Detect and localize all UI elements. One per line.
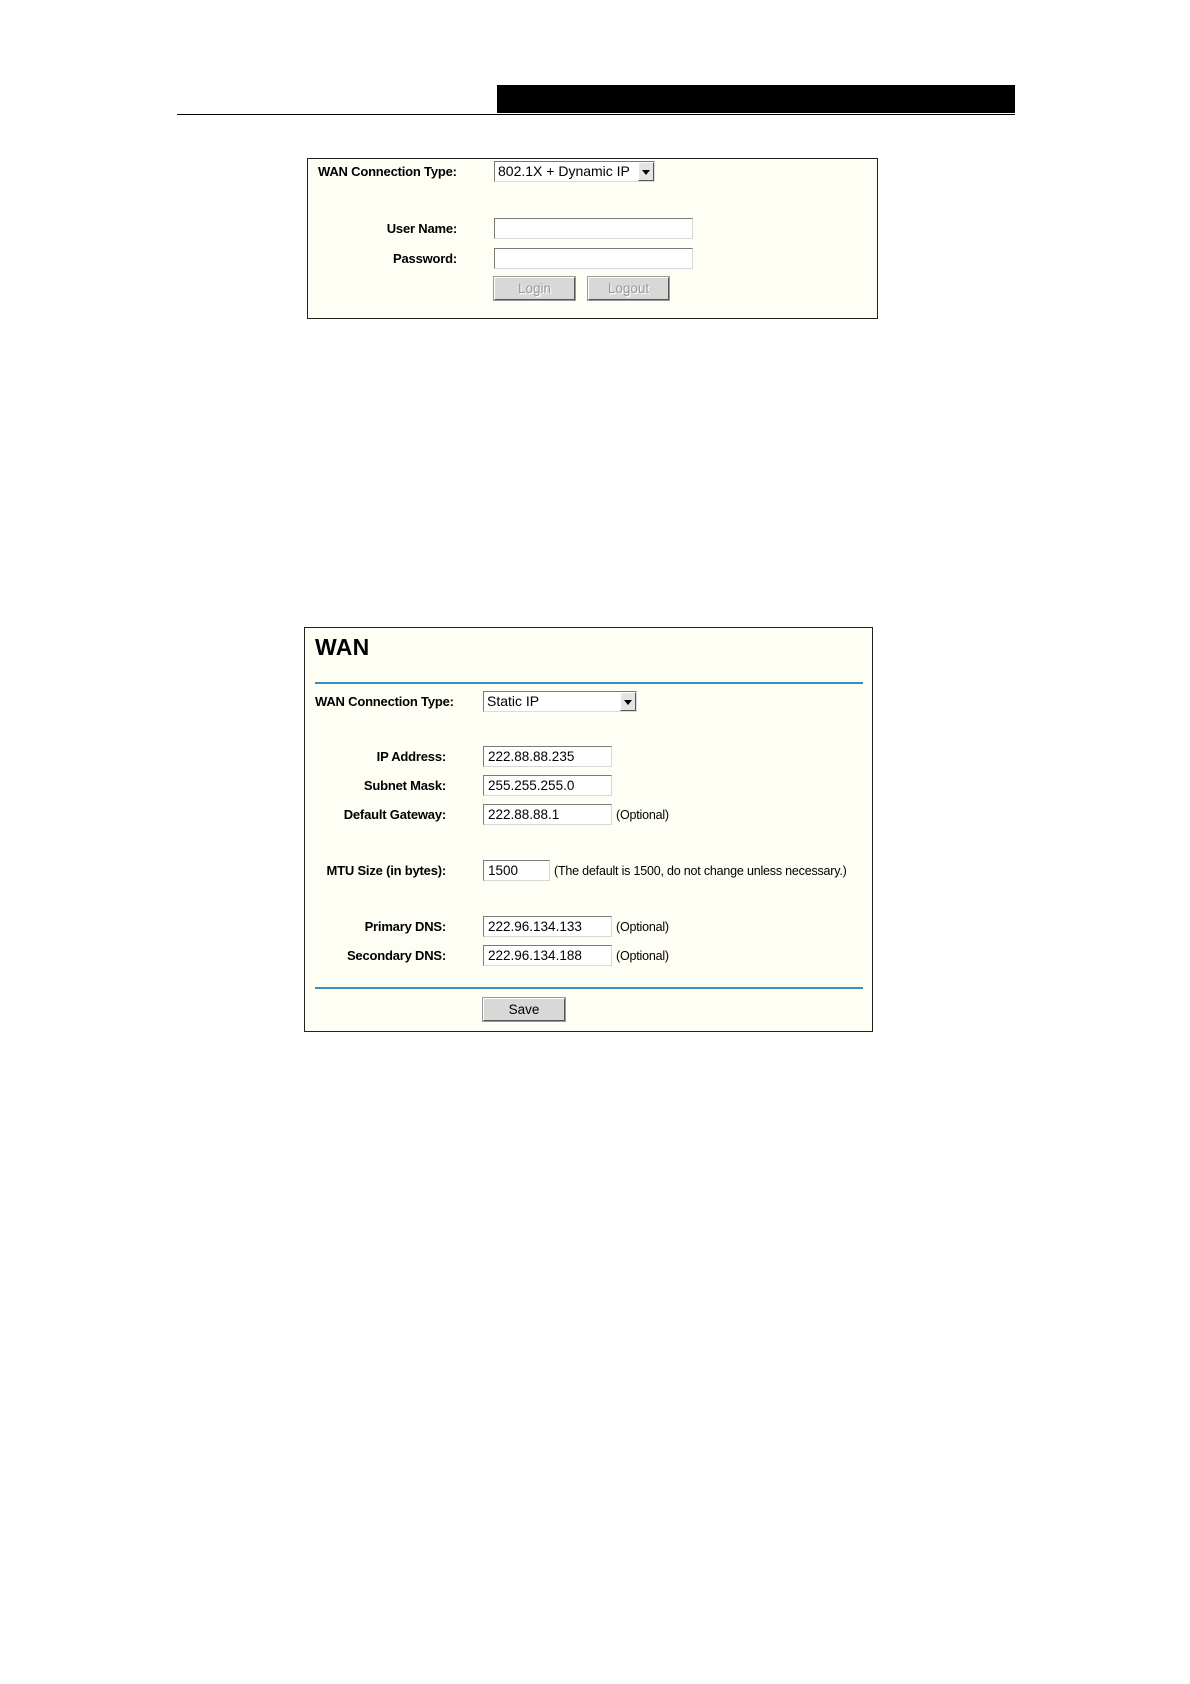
wan-type-label: WAN Connection Type: bbox=[315, 694, 454, 709]
header-bar bbox=[497, 85, 1015, 113]
ip-address-input[interactable]: 222.88.88.235 bbox=[483, 746, 612, 767]
subnet-mask-input[interactable]: 255.255.255.0 bbox=[483, 775, 612, 796]
ip-address-label: IP Address: bbox=[376, 749, 446, 764]
chevron-down-icon[interactable] bbox=[638, 162, 654, 181]
username-input[interactable] bbox=[494, 218, 693, 239]
primary-dns-label: Primary DNS: bbox=[364, 919, 446, 934]
subnet-mask-label: Subnet Mask: bbox=[363, 778, 446, 793]
chevron-down-icon[interactable] bbox=[620, 692, 636, 711]
primary-dns-input[interactable]: 222.96.134.133 bbox=[483, 916, 612, 937]
username-label: User Name: bbox=[386, 221, 457, 236]
wan-type-select[interactable] bbox=[483, 691, 637, 712]
wan-type-select[interactable] bbox=[494, 161, 655, 182]
mtu-size-label: MTU Size (in bytes): bbox=[326, 863, 446, 878]
secondary-dns-optional-note: (Optional) bbox=[616, 949, 669, 963]
gateway-optional-note: (Optional) bbox=[616, 808, 669, 822]
mtu-note: (The default is 1500, do not change unless necessary.) bbox=[554, 864, 847, 878]
password-input[interactable] bbox=[494, 248, 693, 269]
password-label: Password: bbox=[393, 251, 457, 266]
secondary-dns-label: Secondary DNS: bbox=[346, 948, 446, 963]
header-rule bbox=[177, 114, 1015, 115]
logout-button[interactable]: Logout bbox=[588, 277, 669, 300]
wan-type-label: WAN Connection Type: bbox=[318, 164, 457, 179]
primary-dns-optional-note: (Optional) bbox=[616, 920, 669, 934]
bottom-divider bbox=[315, 987, 863, 989]
wan-8021x-panel bbox=[307, 158, 878, 319]
wan-static-ip-panel bbox=[304, 627, 873, 1032]
top-divider bbox=[315, 682, 863, 684]
mtu-size-input[interactable]: 1500 bbox=[483, 860, 550, 881]
page-title: WAN bbox=[315, 634, 370, 660]
default-gateway-label: Default Gateway: bbox=[343, 807, 446, 822]
wan-type-value: Static IP bbox=[487, 693, 540, 709]
secondary-dns-input[interactable]: 222.96.134.188 bbox=[483, 945, 612, 966]
save-button[interactable]: Save bbox=[483, 998, 565, 1021]
default-gateway-input[interactable]: 222.88.88.1 bbox=[483, 804, 612, 825]
login-button[interactable]: Login bbox=[494, 277, 575, 300]
wan-type-value: 802.1X + Dynamic IP bbox=[498, 163, 630, 179]
